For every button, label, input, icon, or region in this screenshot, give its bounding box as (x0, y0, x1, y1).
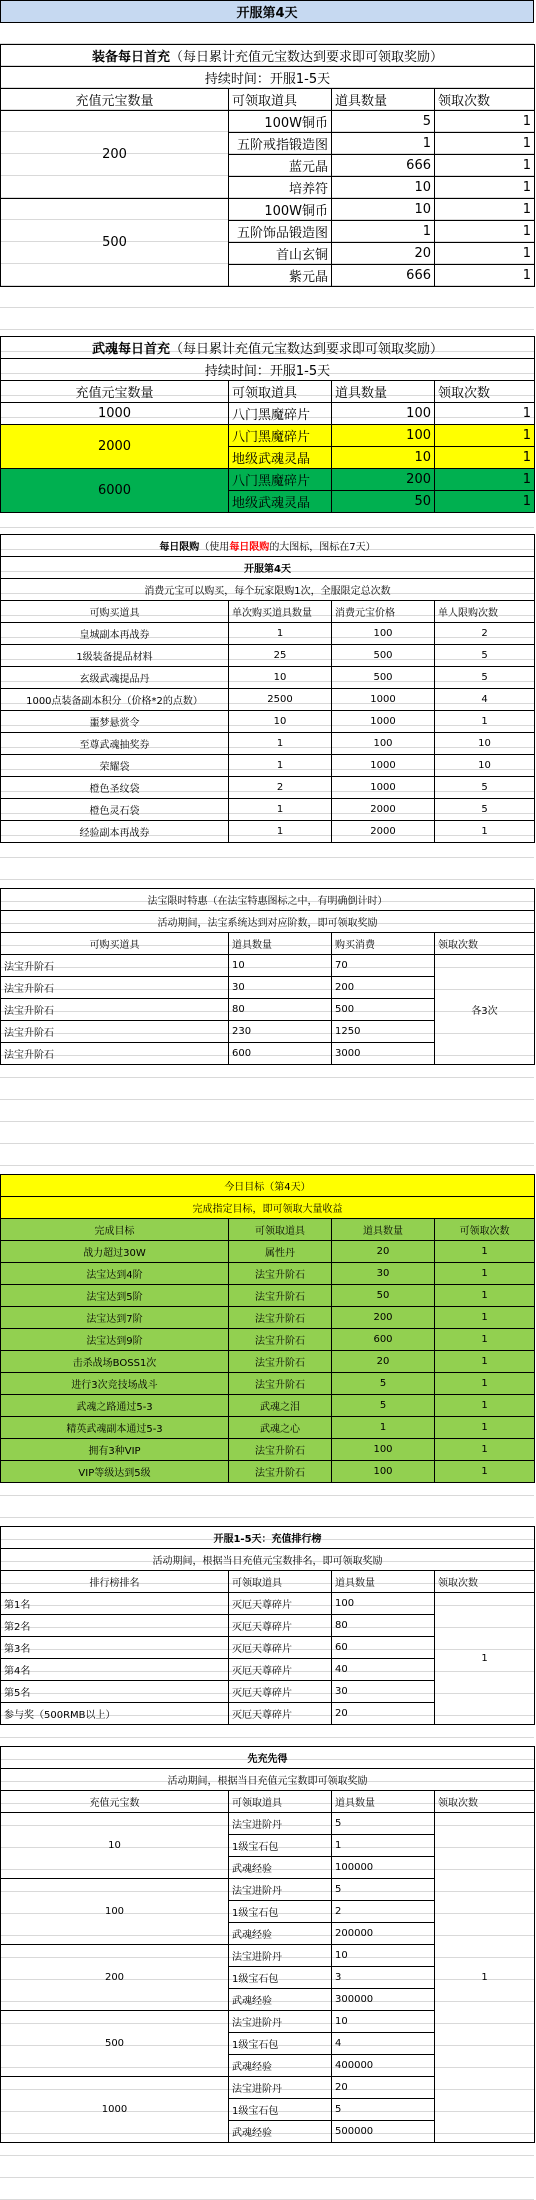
item-qty: 230 (229, 1021, 332, 1043)
goal-desc: 完成指定目标，即可领取大量收益 (1, 1197, 535, 1219)
item-name: 八门黑魔碎片 (229, 403, 332, 425)
item-qty: 10 (332, 199, 435, 221)
item-name: 法宝进阶丹 (229, 1945, 332, 1967)
recharge-rank-table (0, 1526, 534, 1725)
item-name: 八门黑魔碎片 (229, 469, 332, 491)
gridline (0, 1122, 534, 1144)
column-header: 可领取次数 (435, 1219, 535, 1241)
table-row (1, 821, 535, 843)
item-name: 1级装备提品材料 (1, 645, 229, 667)
column-header: 可领取道具 (229, 1219, 332, 1241)
item-name: 灭厄天尊碎片 (229, 1593, 332, 1615)
claim-times: 1 (435, 403, 535, 425)
item-qty: 50 (332, 491, 435, 513)
table-row (1, 1307, 535, 1329)
item-name: 五阶戒指锻造图 (229, 133, 332, 155)
rank-name: 第2名 (1, 1615, 229, 1637)
goal-name: 法宝达到9阶 (1, 1329, 229, 1351)
rank-name: 第4名 (1, 1659, 229, 1681)
claim-times: 1 (435, 265, 535, 287)
item-name: 灭厄天尊碎片 (229, 1659, 332, 1681)
recharge-amount: 1000 (1, 2077, 229, 2143)
table-row (1, 755, 535, 777)
item-qty: 1 (229, 623, 332, 645)
item-name: 法宝升阶石 (229, 1285, 332, 1307)
item-name: 法宝升阶石 (229, 1329, 332, 1351)
column-header: 道具数量 (332, 1571, 435, 1593)
item-name: 荣耀袋 (1, 755, 229, 777)
item-name: 100W铜币 (229, 199, 332, 221)
item-price: 100 (332, 733, 435, 755)
gridline (0, 2178, 534, 2200)
item-qty: 25 (229, 645, 332, 667)
item-qty: 80 (229, 999, 332, 1021)
rank-title: 开服1-5天：充值排行榜 (1, 1527, 535, 1549)
claim-times: 1 (435, 243, 535, 265)
item-qty: 40 (332, 1659, 435, 1681)
item-price: 1000 (332, 777, 435, 799)
limit-times: 1 (435, 821, 535, 843)
header-row (1, 89, 535, 111)
item-qty: 100 (332, 1439, 435, 1461)
header-row (1, 1571, 535, 1593)
column-header: 道具数量 (332, 89, 435, 111)
claim-times: 1 (435, 469, 535, 491)
goal-name: 拥有3种VIP (1, 1439, 229, 1461)
item-qty: 30 (332, 1681, 435, 1703)
item-qty: 5 (332, 1813, 435, 1835)
table-row (1, 1395, 535, 1417)
column-header: 单次购买道具数量 (229, 601, 332, 623)
claim-times: 1 (435, 1241, 535, 1263)
item-qty: 5 (332, 1879, 435, 1901)
claim-times: 各3次 (435, 955, 535, 1065)
item-name: 至尊武魂抽奖券 (1, 733, 229, 755)
item-price: 100 (332, 623, 435, 645)
recharge-amount: 200 (1, 1945, 229, 2011)
item-qty: 5 (332, 2099, 435, 2121)
column-header: 消费元宝价格 (332, 601, 435, 623)
item-name: 灭厄天尊碎片 (229, 1703, 332, 1725)
limit-times: 10 (435, 733, 535, 755)
item-name: 1000点装备副本积分（价格*2的点数） (1, 689, 229, 711)
item-price: 200 (332, 977, 435, 999)
table-row (1, 1263, 535, 1285)
item-qty: 10 (229, 955, 332, 977)
table-row (1, 1241, 535, 1263)
limit-times: 5 (435, 645, 535, 667)
item-name: 八门黑魔碎片 (229, 425, 332, 447)
header-row (1, 381, 535, 403)
table-row (1, 111, 535, 133)
claim-times: 1 (435, 199, 535, 221)
claim-times: 1 (435, 447, 535, 469)
gridline (0, 2156, 534, 2178)
item-qty: 50 (332, 1285, 435, 1307)
item-name: 法宝进阶丹 (229, 2077, 332, 2099)
item-name: 地级武魂灵晶 (229, 447, 332, 469)
item-name: 武魂经验 (229, 1857, 332, 1879)
item-price: 1000 (332, 711, 435, 733)
item-qty: 100 (332, 1461, 435, 1483)
item-name: 1级宝石包 (229, 1901, 332, 1923)
claim-times: 1 (435, 1263, 535, 1285)
recharge-amount: 200 (1, 111, 229, 199)
header-section (0, 0, 534, 23)
claim-times: 1 (435, 1307, 535, 1329)
limit-times: 4 (435, 689, 535, 711)
gridline (0, 286, 534, 308)
item-name: 1级宝石包 (229, 2033, 332, 2055)
item-name: 武魂之泪 (229, 1395, 332, 1417)
item-price: 70 (332, 955, 435, 977)
column-header: 道具数量 (332, 381, 435, 403)
goal-name: VIP等级达到5级 (1, 1461, 229, 1483)
column-header: 道具数量 (229, 933, 332, 955)
item-name: 1级宝石包 (229, 1967, 332, 1989)
item-qty: 100 (332, 1593, 435, 1615)
item-qty: 1 (332, 1835, 435, 1857)
item-qty: 666 (332, 265, 435, 287)
goal-name: 精英武魂副本通过5-3 (1, 1417, 229, 1439)
item-qty: 100 (332, 425, 435, 447)
daily-day: 开服第4天 (1, 557, 535, 579)
treasure-title: 法宝限时特惠（在法宝特惠图标之中，有明确倒计时） (1, 889, 535, 911)
item-price: 500 (332, 999, 435, 1021)
item-qty: 100 (332, 403, 435, 425)
item-qty: 10 (332, 1945, 435, 1967)
item-name: 100W铜币 (229, 111, 332, 133)
item-name: 橙色灵石袋 (1, 799, 229, 821)
equip-first-recharge-table (0, 44, 534, 287)
claim-times: 1 (435, 155, 535, 177)
item-qty: 300000 (332, 1989, 435, 2011)
item-qty: 3 (332, 1967, 435, 1989)
item-name: 法宝进阶丹 (229, 1813, 332, 1835)
item-name: 橙色圣纹袋 (1, 777, 229, 799)
first-desc: 活动期间，根据当日充值元宝数即可领取奖励 (1, 1769, 535, 1791)
limit-times: 1 (435, 711, 535, 733)
column-header: 可领取道具 (229, 1571, 332, 1593)
table-row (1, 955, 535, 977)
item-price: 1000 (332, 689, 435, 711)
gridline (0, 22, 534, 44)
item-qty: 1 (229, 821, 332, 843)
recharge-amount: 6000 (1, 469, 229, 513)
item-qty: 30 (332, 1263, 435, 1285)
item-name: 法宝升阶石 (1, 1021, 229, 1043)
recharge-amount: 500 (1, 199, 229, 287)
table-row (1, 199, 535, 221)
item-name: 灭厄天尊碎片 (229, 1637, 332, 1659)
goal-name: 进行3次竞技场战斗 (1, 1373, 229, 1395)
column-header: 可领取道具 (229, 381, 332, 403)
table-row (1, 711, 535, 733)
gridline (0, 858, 534, 880)
item-name: 法宝升阶石 (229, 1439, 332, 1461)
item-name: 灭厄天尊碎片 (229, 1615, 332, 1637)
equip-title: 装备每日首充（每日累计充值元宝数达到要求即可领取奖励） (1, 45, 535, 67)
gridline (0, 1100, 534, 1122)
column-header: 充值元宝数量 (1, 381, 229, 403)
limit-times: 5 (435, 667, 535, 689)
item-qty: 100000 (332, 1857, 435, 1879)
item-qty: 1 (229, 755, 332, 777)
item-name: 法宝升阶石 (229, 1307, 332, 1329)
equip-duration: 持续时间：开服1-5天 (1, 67, 535, 89)
item-qty: 10 (332, 447, 435, 469)
rank-name: 第5名 (1, 1681, 229, 1703)
limit-times: 5 (435, 777, 535, 799)
column-header: 可购买道具 (1, 601, 229, 623)
item-qty: 80 (332, 1615, 435, 1637)
table-row (1, 1593, 535, 1615)
claim-times: 1 (435, 1285, 535, 1307)
column-header: 可购买道具 (1, 933, 229, 955)
table-row (1, 689, 535, 711)
item-qty: 200 (332, 469, 435, 491)
column-header: 单人限购次数 (435, 601, 535, 623)
item-price: 500 (332, 667, 435, 689)
table-row (1, 1351, 535, 1373)
goal-title: 今日目标（第4天） (1, 1175, 535, 1197)
goal-name: 法宝达到4阶 (1, 1263, 229, 1285)
item-qty: 1 (229, 733, 332, 755)
item-qty: 10 (229, 667, 332, 689)
daily-desc: 消费元宝可以购买，每个玩家限购1次，全服限定总次数 (1, 579, 535, 601)
item-qty: 500000 (332, 2121, 435, 2143)
column-header: 购买消费 (332, 933, 435, 955)
claim-times: 1 (435, 1373, 535, 1395)
table-row (1, 425, 535, 447)
daily-limited-table (0, 534, 534, 843)
item-name: 武魂经验 (229, 1989, 332, 2011)
item-qty: 20 (332, 2077, 435, 2099)
table-row (1, 1461, 535, 1483)
item-price: 1250 (332, 1021, 435, 1043)
claim-times: 1 (435, 177, 535, 199)
claim-times: 1 (435, 1461, 535, 1483)
item-name: 武魂之心 (229, 1417, 332, 1439)
item-price: 1000 (332, 755, 435, 777)
rank-name: 第3名 (1, 1637, 229, 1659)
item-name: 皇城副本再战券 (1, 623, 229, 645)
gridline (0, 1496, 534, 1518)
treasure-desc: 活动期间，法宝系统达到对应阶数，即可领取奖励 (1, 911, 535, 933)
item-qty: 2500 (229, 689, 332, 711)
gridline (0, 1078, 534, 1100)
table-row (1, 733, 535, 755)
claim-times: 1 (435, 1351, 535, 1373)
item-name: 法宝进阶丹 (229, 2011, 332, 2033)
item-qty: 1 (229, 799, 332, 821)
claim-times: 1 (435, 1813, 535, 2143)
column-header: 领取次数 (435, 381, 535, 403)
table-row (1, 1329, 535, 1351)
claim-times: 1 (435, 1395, 535, 1417)
rank-name: 参与奖（500RMB以上） (1, 1703, 229, 1725)
item-qty: 666 (332, 155, 435, 177)
claim-times: 1 (435, 1417, 535, 1439)
table-row (1, 777, 535, 799)
claim-times: 1 (435, 133, 535, 155)
item-qty: 20 (332, 1351, 435, 1373)
item-name: 法宝升阶石 (1, 955, 229, 977)
column-header: 领取次数 (435, 89, 535, 111)
rank-name: 第1名 (1, 1593, 229, 1615)
claim-times: 1 (435, 425, 535, 447)
item-name: 法宝升阶石 (1, 999, 229, 1021)
column-header: 领取次数 (435, 1571, 535, 1593)
claim-times: 1 (435, 111, 535, 133)
recharge-amount: 100 (1, 1879, 229, 1945)
item-qty: 4 (332, 2033, 435, 2055)
claim-times: 1 (435, 1593, 535, 1725)
item-qty: 1 (332, 133, 435, 155)
item-qty: 5 (332, 111, 435, 133)
column-header: 道具数量 (332, 1791, 435, 1813)
item-name: 培养符 (229, 177, 332, 199)
item-name: 灭厄天尊碎片 (229, 1681, 332, 1703)
column-header: 可领取道具 (229, 89, 332, 111)
item-qty: 600 (332, 1329, 435, 1351)
header-row (1, 601, 535, 623)
rank-desc: 活动期间，根据当日充值元宝数排名，即可领取奖励 (1, 1549, 535, 1571)
item-qty: 200000 (332, 1923, 435, 1945)
table-row (1, 623, 535, 645)
goal-name: 击杀战场BOSS1次 (1, 1351, 229, 1373)
item-qty: 60 (332, 1637, 435, 1659)
claim-times: 1 (435, 491, 535, 513)
item-name: 法宝升阶石 (1, 977, 229, 999)
table-row (1, 799, 535, 821)
first-come-table (0, 1746, 534, 2143)
goal-name: 法宝达到7阶 (1, 1307, 229, 1329)
daily-title: 每日限购（使用每日限购的大图标，图标在7天） (1, 535, 535, 557)
item-qty: 200 (332, 1307, 435, 1329)
item-qty: 1 (332, 221, 435, 243)
item-name: 武魂经验 (229, 2121, 332, 2143)
first-title: 先充先得 (1, 1747, 535, 1769)
table-row (1, 403, 535, 425)
limit-times: 10 (435, 755, 535, 777)
claim-times: 1 (435, 221, 535, 243)
item-qty: 2 (229, 777, 332, 799)
item-qty: 5 (332, 1373, 435, 1395)
claim-times: 1 (435, 1329, 535, 1351)
item-name: 1级宝石包 (229, 2099, 332, 2121)
recharge-amount: 10 (1, 1813, 229, 1879)
goal-name: 法宝达到5阶 (1, 1285, 229, 1307)
soul-duration: 持续时间：开服1-5天 (1, 359, 535, 381)
item-qty: 1 (332, 1417, 435, 1439)
item-qty: 30 (229, 977, 332, 999)
column-header: 完成目标 (1, 1219, 229, 1241)
table-row (1, 667, 535, 689)
column-header: 排行榜排名 (1, 1571, 229, 1593)
goal-name: 武魂之路通过5-3 (1, 1395, 229, 1417)
table-row (1, 645, 535, 667)
item-qty: 20 (332, 243, 435, 265)
item-price: 2000 (332, 821, 435, 843)
item-qty: 600 (229, 1043, 332, 1065)
limit-times: 2 (435, 623, 535, 645)
item-qty: 10 (332, 177, 435, 199)
column-header: 充值元宝数量 (1, 89, 229, 111)
column-header: 道具数量 (332, 1219, 435, 1241)
item-name: 蓝元晶 (229, 155, 332, 177)
item-name: 属性丹 (229, 1241, 332, 1263)
table-row (1, 1439, 535, 1461)
header-row (1, 1791, 535, 1813)
item-price: 3000 (332, 1043, 435, 1065)
item-name: 五阶饰品锻造图 (229, 221, 332, 243)
item-name: 1级宝石包 (229, 1835, 332, 1857)
header-row (1, 1219, 535, 1241)
item-name: 法宝升阶石 (229, 1373, 332, 1395)
treasure-special-table (0, 888, 534, 1065)
soul-first-recharge-table (0, 336, 534, 513)
recharge-amount: 2000 (1, 425, 229, 469)
item-name: 紫元晶 (229, 265, 332, 287)
item-name: 经验副本再战券 (1, 821, 229, 843)
item-qty: 20 (332, 1703, 435, 1725)
item-name: 地级武魂灵晶 (229, 491, 332, 513)
item-name: 噩梦悬赏令 (1, 711, 229, 733)
column-header: 领取次数 (435, 933, 535, 955)
item-name: 首山玄铜 (229, 243, 332, 265)
item-qty: 20 (332, 1241, 435, 1263)
column-header: 领取次数 (435, 1791, 535, 1813)
today-goal-table (0, 1174, 534, 1483)
table-row (1, 1813, 535, 1835)
limit-times: 5 (435, 799, 535, 821)
table-row (1, 1373, 535, 1395)
recharge-amount: 500 (1, 2011, 229, 2077)
gridline (0, 308, 534, 330)
item-price: 2000 (332, 799, 435, 821)
gridline (0, 1144, 534, 1166)
item-qty: 10 (229, 711, 332, 733)
item-qty: 2 (332, 1901, 435, 1923)
item-name: 武魂经验 (229, 1923, 332, 1945)
table-row (1, 1417, 535, 1439)
item-price: 500 (332, 645, 435, 667)
soul-title: 武魂每日首充（每日累计充值元宝数达到要求即可领取奖励） (1, 337, 535, 359)
item-name: 法宝升阶石 (229, 1263, 332, 1285)
item-name: 法宝升阶石 (229, 1351, 332, 1373)
item-name: 法宝升阶石 (229, 1461, 332, 1483)
item-name: 玄级武魂提品丹 (1, 667, 229, 689)
item-name: 法宝进阶丹 (229, 1879, 332, 1901)
item-qty: 400000 (332, 2055, 435, 2077)
goal-name: 战力超过30W (1, 1241, 229, 1263)
claim-times: 1 (435, 1439, 535, 1461)
column-header: 可领取道具 (229, 1791, 332, 1813)
item-name: 武魂经验 (229, 2055, 332, 2077)
column-header: 充值元宝数 (1, 1791, 229, 1813)
header-row (1, 933, 535, 955)
table-row (1, 1285, 535, 1307)
item-qty: 10 (332, 2011, 435, 2033)
item-qty: 5 (332, 1395, 435, 1417)
item-name: 法宝升阶石 (1, 1043, 229, 1065)
recharge-amount: 1000 (1, 403, 229, 425)
table-row (1, 469, 535, 491)
page-title: 开服第4天 (1, 1, 534, 23)
